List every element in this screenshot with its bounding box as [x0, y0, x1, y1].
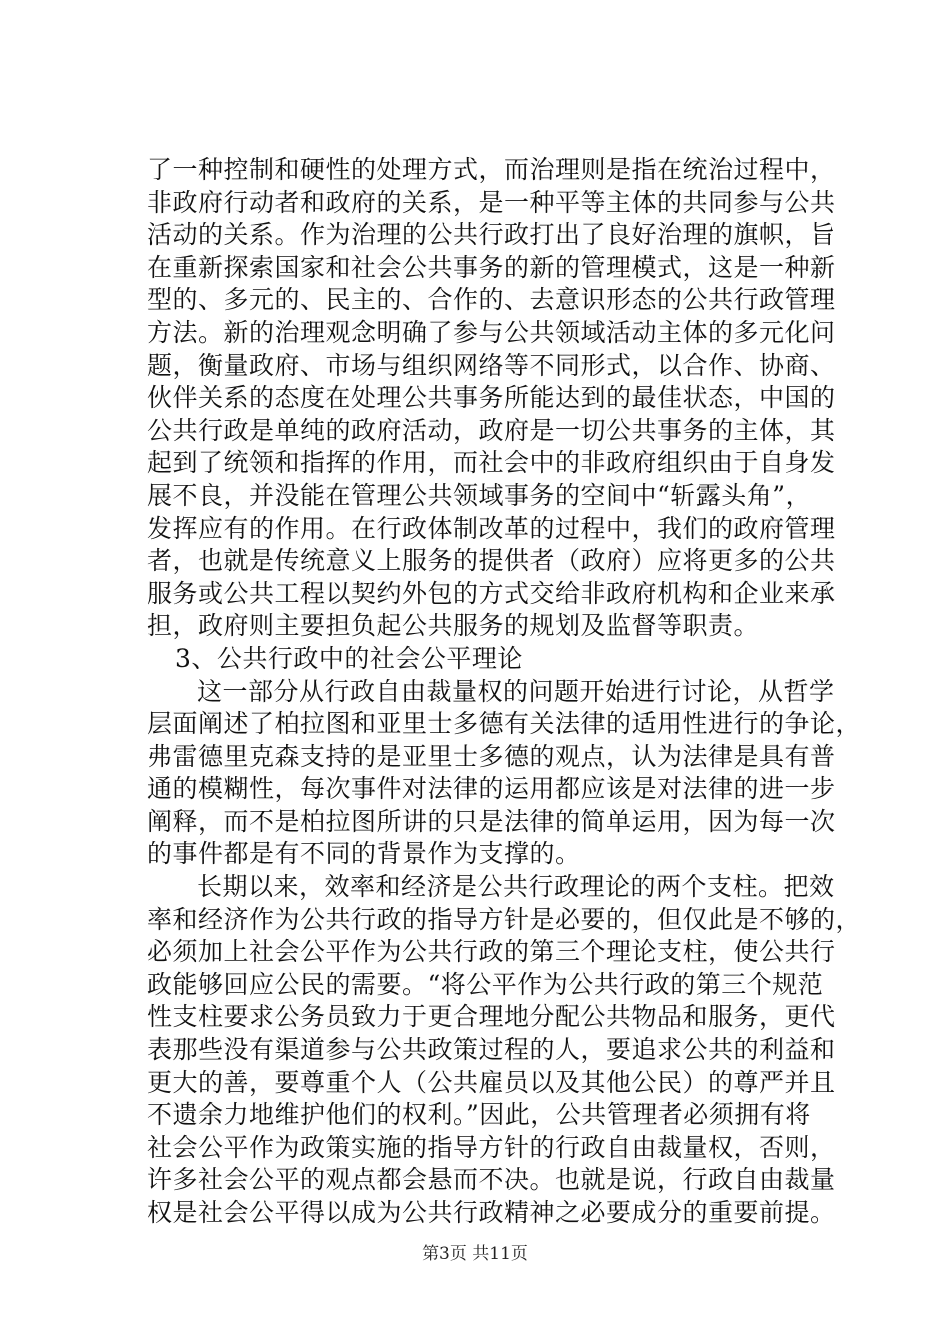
text-line: 这一部分从行政自由裁量权的问题开始进行讨论，从哲学: [197, 676, 835, 706]
text-line: 许多社会公平的观点都会悬而不决。也就是说，行政自由裁量: [147, 1165, 836, 1195]
text-line: 发挥应有的作用。在行政体制改革的过程中，我们的政府管理: [147, 513, 836, 543]
text-line: 阐释，而不是柏拉图所讲的只是法律的简单运用，因为每一次: [147, 806, 836, 836]
text-line: 更大的善，要尊重个人（公共雇员以及其他公民）的尊严并且: [147, 1067, 836, 1097]
text-line: 者，也就是传统意义上服务的提供者（政府）应将更多的公共: [147, 546, 836, 576]
text-line: 社会公平作为政策实施的指导方针的行政自由裁量权，否则，: [147, 1132, 836, 1162]
text-line: 层面阐述了柏拉图和亚里士多德有关法律的适用性进行的争论，: [147, 709, 862, 739]
text-line: 的事件都是有不同的背景作为支撑的。: [147, 839, 581, 869]
text-line: 方法。新的治理观念明确了参与公共领域活动主体的多元化问: [147, 317, 836, 347]
document-body: [147, 154, 862, 1230]
text-line: 非政府行动者和政府的关系，是一种平等主体的共同参与公共: [147, 187, 836, 217]
paragraph-governance: [147, 154, 837, 643]
text-line: 服务或公共工程以契约外包的方式交给非政府机构和企业来承: [147, 578, 836, 608]
text-line: 了一种控制和硬性的处理方式，而治理则是指在统治过程中，: [147, 155, 836, 184]
text-line: 通的模糊性，每次事件对法律的运用都应该是对法律的进一步: [147, 774, 836, 804]
text-line: 长期以来，效率和经济是公共行政理论的两个支柱。把效: [197, 872, 835, 902]
text-line: 题，衡量政府、市场与组织网络等不同形式，以合作、协商、: [147, 350, 836, 380]
text-line: 在重新探索国家和社会公共事务的新的管理模式，这是一种新: [147, 252, 836, 282]
text-line: 表那些没有渠道参与公共政策过程的人，要追求公共的利益和: [147, 1035, 836, 1065]
text-line: 型的、多元的、民主的、合作的、去意识形态的公共行政管理: [147, 285, 836, 315]
text-line: 担，政府则主要担负起公共服务的规划及监督等职责。: [147, 611, 760, 641]
text-line: 性支柱要求公务员致力于更合理地分配公共物品和服务，更代: [147, 1002, 836, 1032]
text-line: 伙伴关系的态度在处理公共事务所能达到的最佳状态，中国的: [147, 383, 836, 413]
text-line: 活动的关系。作为治理的公共行政打出了良好治理的旗帜，旨: [147, 220, 836, 250]
text-line: 起到了统领和指挥的作用，而社会中的非政府组织由于自身发: [147, 448, 836, 478]
section-heading: 3、公共行政中的社会公平理论: [175, 643, 523, 673]
paragraph-social-equity: [147, 871, 862, 1230]
paragraph-discretion: [147, 676, 862, 872]
page-number: 第3页 共11页: [422, 1244, 528, 1264]
text-line: 展不良，并没能在管理公共领域事务的空间中“斩露头角”，: [147, 480, 812, 510]
text-line: 权是社会公平得以成为公共行政精神之必要成分的重要前提。: [147, 1198, 836, 1227]
text-line: 弗雷德里克森支持的是亚里士多德的观点，认为法律是具有普: [147, 741, 836, 771]
text-line: 政能够回应公民的需要。“将公平作为公共行政的第三个规范: [147, 969, 824, 999]
text-line: 不遗余力地维护他们的权利。”因此，公共管理者必须拥有将: [147, 1100, 811, 1130]
text-line: 率和经济作为公共行政的指导方针是必要的，但仅此是不够的，: [147, 904, 862, 934]
text-line: 公共行政是单纯的政府活动，政府是一切公共事务的主体，其: [147, 415, 836, 445]
text-line: 必须加上社会公平作为公共行政的第三个理论支柱，使公共行: [147, 937, 836, 967]
